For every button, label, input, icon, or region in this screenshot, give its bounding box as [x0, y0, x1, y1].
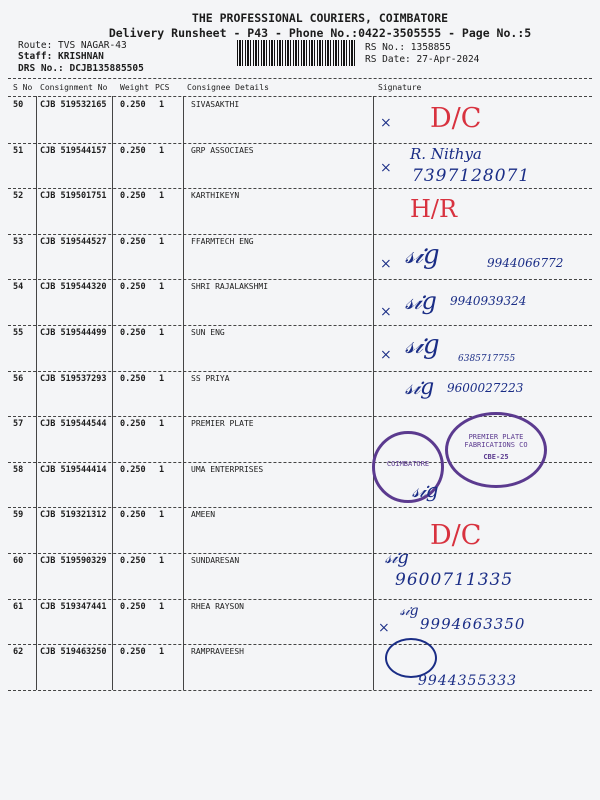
row-pcs: 1: [159, 419, 165, 430]
row-consignment: CJB 519544499: [40, 328, 107, 338]
rs-number: RS No.: 1358855: [365, 42, 451, 53]
company-title: THE PROFESSIONAL COURIERS, COIMBATORE: [191, 11, 449, 25]
row-weight: 0.250: [120, 191, 146, 202]
tick-mark: ×: [380, 160, 392, 176]
route-label: Route: TVS NAGAR-43: [18, 40, 127, 51]
tick-mark: ×: [380, 347, 392, 363]
handwriting-r62-phone: 9944355333: [418, 673, 518, 689]
row-weight: 0.250: [120, 145, 146, 156]
row-sno: 50: [13, 100, 24, 110]
row-sno: 62: [13, 647, 24, 658]
row-pcs: 1: [159, 510, 165, 521]
signature-r58: 𝓈𝒾𝑔: [412, 478, 439, 502]
row-consignee: SHRI RAJALAKSHMI: [191, 282, 269, 292]
handwriting-r51-phone: 7397128071: [412, 166, 531, 186]
handwriting-r59: D/C: [430, 520, 482, 551]
signature-r53: 𝓈𝒾𝑔: [405, 240, 440, 270]
rs-date: RS Date: 27-Apr-2024: [365, 54, 480, 65]
row-consignment: CJB 519544157: [40, 145, 107, 156]
row-consignment: CJB 519501751: [40, 191, 107, 202]
row-consignee: UMA ENTERPRISES: [191, 464, 264, 474]
handwriting-r53-phone: 9944066772: [487, 256, 564, 270]
row-sno: 59: [13, 510, 24, 521]
column-divider: [373, 96, 374, 690]
col-pcs: PCS: [155, 83, 170, 92]
row-weight: 0.250: [120, 647, 146, 658]
row-divider: [8, 325, 592, 326]
row-sno: 61: [13, 601, 24, 612]
row-weight: 0.250: [120, 282, 146, 293]
row-sno: 51: [13, 145, 24, 156]
row-consignment: CJB 519544544: [40, 419, 107, 430]
barcode: [237, 40, 355, 66]
row-sno: 57: [13, 419, 24, 430]
row-weight: 0.250: [120, 100, 146, 110]
header-rule-bottom: [8, 96, 592, 97]
row-sno: 53: [13, 236, 24, 247]
row-consignment: CJB 519537293: [40, 373, 107, 384]
row-consignment: CJB 519544320: [40, 282, 107, 293]
runsheet-title: Delivery Runsheet - P43 - Phone No.:0422-3505555 - Page No.:5: [108, 26, 532, 40]
tick-mark: ×: [380, 115, 392, 131]
row-weight: 0.250: [120, 464, 146, 475]
row-sno: 54: [13, 282, 24, 293]
row-divider: [8, 279, 592, 280]
row-pcs: 1: [159, 145, 165, 156]
col-signature: Signature: [378, 83, 422, 92]
row-consignment: CJB 519463250: [40, 647, 107, 658]
row-divider: [8, 690, 592, 691]
row-pcs: 1: [159, 601, 165, 612]
row-consignee: KARTHIKEYN: [191, 191, 240, 201]
handwriting-r60-phone: 9600711335: [395, 570, 514, 590]
company-stamp-right: [445, 412, 547, 488]
row-weight: 0.250: [120, 601, 146, 612]
col-consignment: Consignment No: [40, 83, 108, 92]
signature-r55: 𝓈𝒾𝑔: [405, 330, 440, 360]
col-sno: S No: [13, 83, 33, 92]
signature-r54: 𝓈𝒾𝑔: [405, 287, 437, 315]
row-pcs: 1: [159, 328, 165, 338]
row-sno: 55: [13, 328, 24, 338]
row-consignee: RAMPRAVEESH: [191, 647, 244, 657]
row-consignment: CJB 519347441: [40, 601, 107, 612]
drs-number: DRS No.: DCJB135885505: [18, 63, 144, 74]
row-divider: [8, 553, 592, 554]
row-divider: [8, 143, 592, 144]
row-divider: [8, 507, 592, 508]
row-pcs: 1: [159, 191, 165, 202]
handwriting-r50: D/C: [430, 103, 482, 134]
row-divider: [8, 188, 592, 189]
row-consignee: SS PRIYA: [191, 373, 230, 383]
row-divider: [8, 371, 592, 372]
tick-mark: ×: [380, 256, 392, 272]
row-consignee: AMEEN: [191, 510, 216, 520]
row-consignment: CJB 519544414: [40, 464, 107, 475]
row-weight: 0.250: [120, 236, 146, 247]
row-consignee: FFARMTECH ENG: [191, 236, 254, 246]
row-weight: 0.250: [120, 419, 146, 430]
handwriting-r61-phone: 9994663350: [420, 615, 526, 633]
signature-r60: 𝓈𝒾𝑔: [385, 547, 409, 568]
row-pcs: 1: [159, 464, 165, 475]
column-divider: [112, 96, 113, 690]
col-weight: Weight: [120, 83, 149, 92]
stamp-right-code: CBE-25: [483, 453, 509, 461]
row-weight: 0.250: [120, 328, 146, 338]
row-consignee: RHEA RAYSON: [191, 601, 244, 611]
row-consignee: GRP ASSOCIAES: [191, 145, 254, 155]
row-weight: 0.250: [120, 373, 146, 384]
row-pcs: 1: [159, 100, 165, 110]
handwriting-r52: H/R: [410, 195, 458, 223]
row-pcs: 1: [159, 647, 165, 658]
row-divider: [8, 234, 592, 235]
row-pcs: 1: [159, 556, 165, 566]
handwriting-r55-phone: 6385717755: [458, 354, 516, 364]
row-divider: [8, 644, 592, 645]
tick-mark: ×: [378, 620, 390, 636]
signature-r56: 𝓈𝒾𝑔: [405, 375, 435, 400]
handwriting-r54-phone: 9940939324: [450, 294, 527, 308]
row-weight: 0.250: [120, 510, 146, 521]
row-pcs: 1: [159, 236, 165, 247]
staff-label: Staff: KRISHNAN: [18, 51, 104, 62]
signature-r62: [385, 638, 437, 678]
row-pcs: 1: [159, 373, 165, 384]
row-consignee: SIVASAKTHI: [191, 100, 240, 109]
row-consignment: CJB 519532165: [40, 100, 107, 110]
tick-mark: ×: [380, 304, 392, 320]
stamp-left-text: COIMBATORE: [386, 460, 430, 468]
row-consignee: SUN ENG: [191, 328, 225, 337]
row-consignee: PREMIER PLATE: [191, 419, 254, 429]
row-sno: 52: [13, 191, 24, 202]
handwriting-r51-name: R. Nithya: [410, 145, 482, 163]
row-weight: 0.250: [120, 556, 146, 566]
signature-r61: 𝓈𝒾𝑔: [400, 603, 419, 619]
col-consignee: Consignee Details: [187, 83, 269, 92]
handwriting-r56-phone: 9600027223: [447, 381, 524, 395]
stamp-right-text: PREMIER PLATE FABRICATIONS CO: [464, 433, 528, 449]
row-sno: 60: [13, 556, 24, 566]
row-divider: [8, 599, 592, 600]
row-consignment: CJB 519544527: [40, 236, 107, 247]
row-sno: 56: [13, 373, 24, 384]
row-consignee: SUNDARESAN: [191, 556, 240, 565]
row-pcs: 1: [159, 282, 165, 293]
column-divider: [36, 96, 37, 690]
header-rule-top: [8, 78, 592, 79]
row-consignment: CJB 519321312: [40, 510, 107, 521]
row-consignment: CJB 519590329: [40, 556, 107, 566]
column-divider: [183, 96, 184, 690]
row-sno: 58: [13, 464, 24, 475]
